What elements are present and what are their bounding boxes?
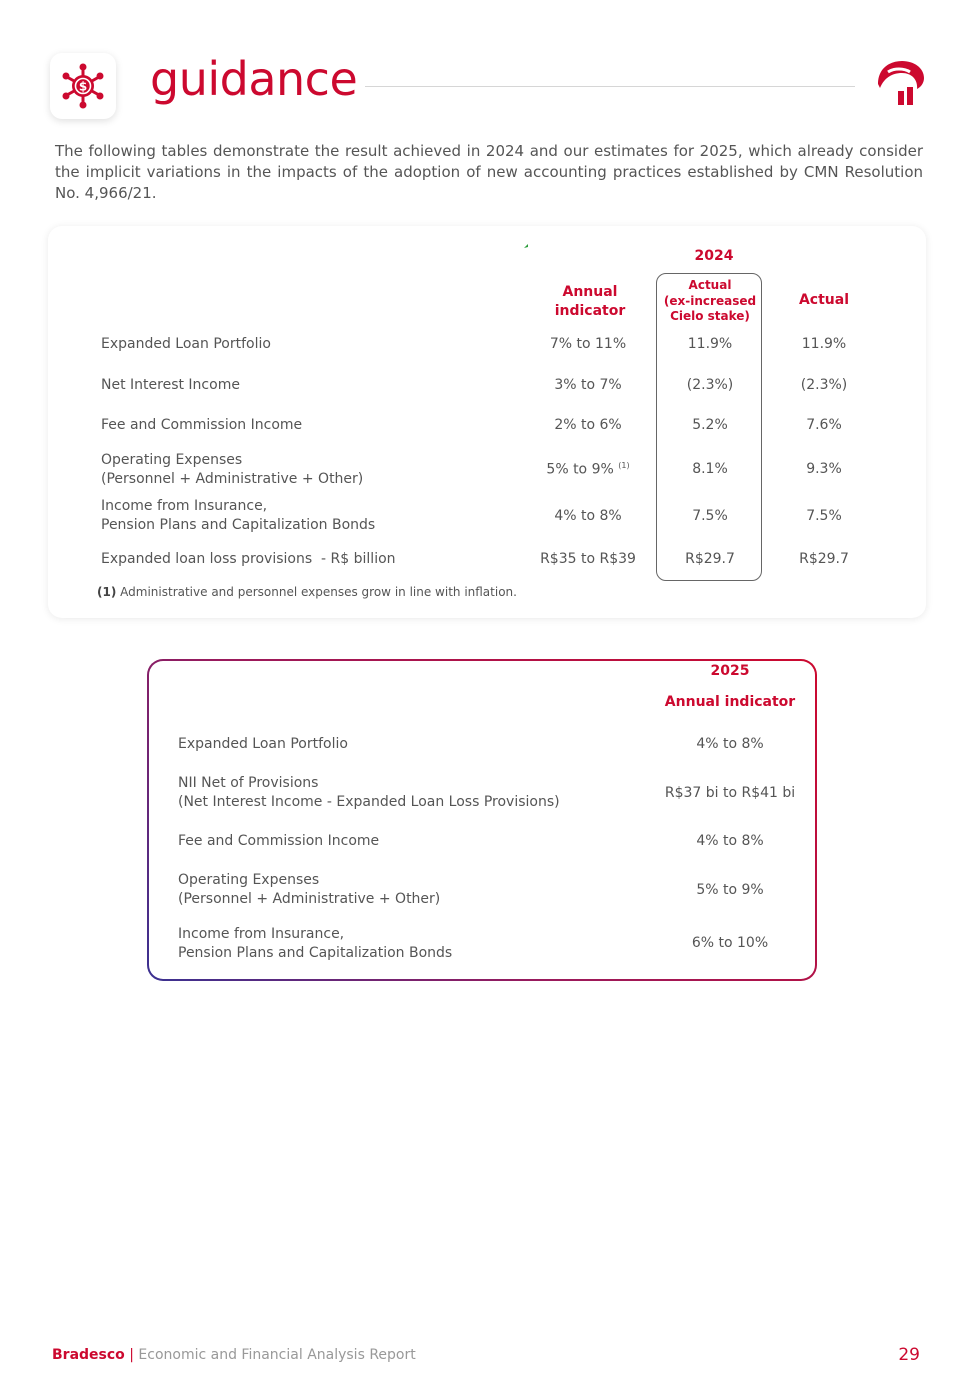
row-label-line: (Personnel + Administrative + Other) [101,471,364,487]
row-label-line: Expanded Loan Portfolio [101,336,271,352]
col-header-line: Cielo stake) [670,309,750,323]
footnote-ref: (1) [618,461,630,470]
row-label-line: Pension Plans and Capitalization Bonds [101,517,376,533]
row-label-line: Income from Insurance, [101,498,268,514]
col-header-line: (ex-increased [663,293,757,308]
cell-actual-ex: 7.5% [692,508,728,524]
header-divider [365,86,855,87]
cell-actual-ex: 5.2% [692,417,728,433]
cell-annual: R$35 to R$39 [540,551,636,567]
cell-actual: 7.5% [806,508,842,524]
row-label [178,735,348,754]
row-label-line: Income from Insurance, [178,926,345,942]
decorative-mark [524,233,528,237]
footer-separator: | [129,1347,134,1363]
col-header-line: Annual [562,284,618,300]
row-label [101,451,363,489]
cell-actual: 9.3% [806,461,842,477]
cell-annual: 4% to 8% [554,508,622,524]
row-label [101,550,396,569]
row-label [178,774,560,812]
cell-actual: 7.6% [806,417,842,433]
cell-actual: R$29.7 [799,551,849,567]
year-2025-label: 2025 [710,663,750,679]
cell-annual [528,461,648,478]
cell-annual: 2% to 6% [554,417,622,433]
col-header-annual-indicator-2025: Annual indicator [664,694,796,710]
row-label [101,335,271,354]
page-title: guidance [150,52,358,106]
cell-annual-value: 5% to 9% [546,461,614,478]
year-2024-label: 2024 [694,248,734,264]
section-icon-box [50,53,116,119]
cell-annual: 3% to 7% [554,377,622,393]
cell-annual-2025: 4% to 8% [696,833,764,849]
row-label [178,871,440,909]
row-label-line: Pension Plans and Capitalization Bonds [178,945,453,961]
cell-actual: 11.9% [801,336,847,352]
footnote-text: Administrative and personnel expenses grow in line with inflation. [120,585,517,599]
cell-annual-2025: R$37 bi to R$41 bi [664,785,796,801]
money-network-icon [59,62,107,110]
footer-report-title [52,1347,416,1363]
cell-annual-2025: 4% to 8% [696,736,764,752]
row-label-line: (Net Interest Income - Expanded Loan Loss Provisions) [178,794,560,810]
cell-actual-ex: 11.9% [687,336,733,352]
col-header-line: Actual [688,278,732,292]
row-label [101,497,375,535]
footnote [97,585,517,599]
cell-annual: 7% to 11% [549,336,627,352]
col-header-actual: Actual [798,292,850,308]
cell-actual: (2.3%) [800,377,848,393]
row-label-line: Operating Expenses [178,872,320,888]
row-label-line: Expanded Loan Portfolio [178,736,348,752]
row-label-line: NII Net of Provisions [178,775,319,791]
row-label [101,416,302,435]
col-header-line: indicator [554,303,626,319]
svg-text:$: $ [78,79,88,94]
cell-annual-2025: 5% to 9% [696,882,764,898]
row-label-line: (Personnel + Administrative + Other) [178,891,441,907]
cell-actual-ex: (2.3%) [686,377,734,393]
col-header-annual-indicator [530,283,650,321]
row-label-line: Fee and Commission Income [101,417,303,433]
row-label-line: Net Interest Income [101,377,240,393]
cell-actual-ex: 8.1% [692,461,728,477]
page-number: 29 [898,1345,920,1365]
cell-actual-ex: R$29.7 [685,551,735,567]
footnote-marker: (1) [97,585,117,599]
row-label [178,925,452,963]
row-label-line: Expanded loan loss provisions - R$ billion [101,551,396,567]
footer-report-name: Economic and Financial Analysis Report [138,1347,416,1363]
row-label-line: Operating Expenses [101,452,243,468]
row-label-line: Fee and Commission Income [178,833,380,849]
cell-annual-2025: 6% to 10% [691,935,769,951]
row-label [178,832,379,851]
col-header-actual-ex-cielo [656,278,764,325]
intro-paragraph: The following tables demonstrate the result achieved in 2024 and our estimates for 2025, which already consider the implicit variations in the impacts of the adoption of new accounting practices established by CMN Resolution No. 4,966/21. [55,142,923,202]
footer-brand: Bradesco [52,1347,125,1363]
bradesco-logo [874,58,926,108]
row-label [101,376,240,395]
